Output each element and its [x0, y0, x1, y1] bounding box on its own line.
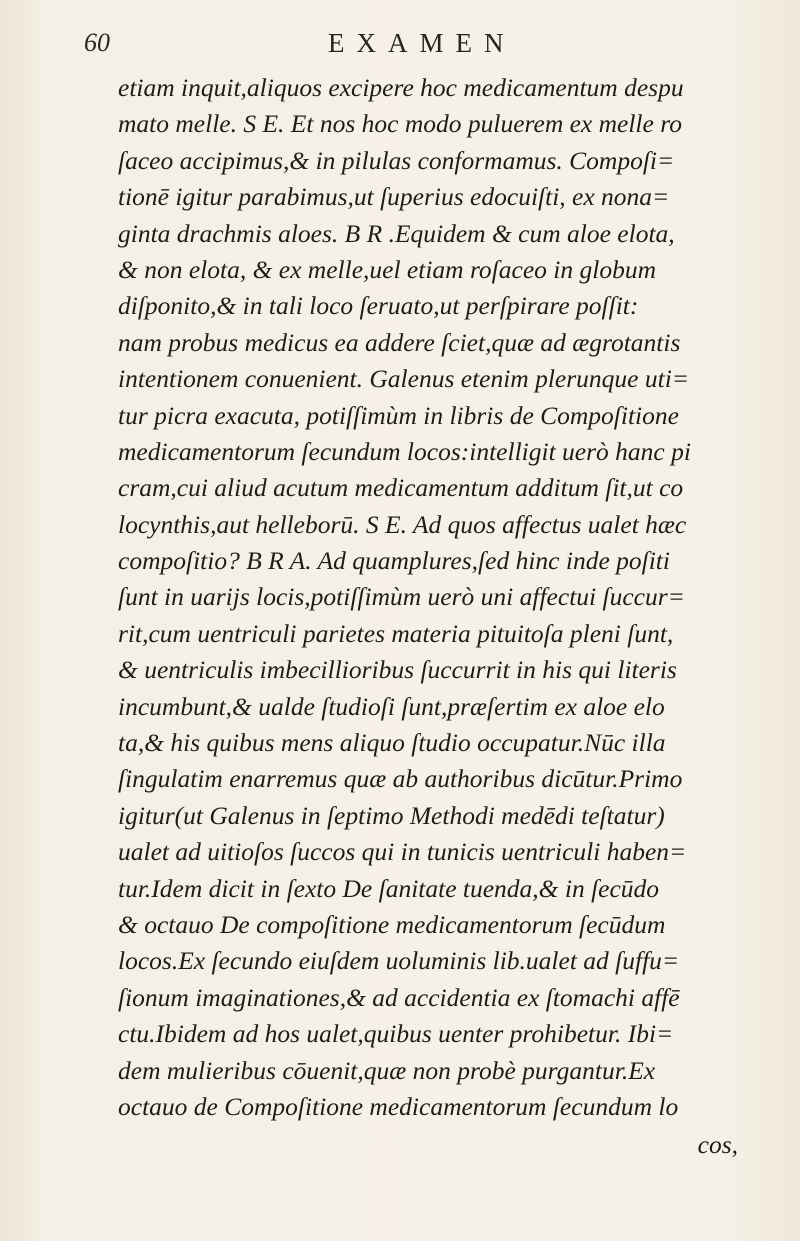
text-line: ſunt in uarijs locis,potiſſimùm uerò uni affectui ſuccur=	[118, 582, 685, 612]
text-line: compoſitio? B R A. Ad quamplures,ſed hinc inde poſiti	[118, 546, 670, 576]
text-line: rit,cum uentriculi parietes materia pituitoſa pleni ſunt,	[118, 618, 674, 648]
text-line: ginta drachmis aloes. B R .Equidem & cum aloe elota,	[118, 218, 675, 248]
page-number: 60	[84, 28, 110, 57]
text-line: cram,cui aliud acutum medicamentum additum ſit,ut co	[118, 473, 684, 503]
text-line: intentionem conuenient. Galenus etenim plerunque uti=	[118, 364, 689, 394]
text-line: ta,& his quibus mens aliquo ſtudio occupatur.Nūc illa	[118, 728, 666, 758]
text-line: ctu.Ibidem ad hos ualet,quibus uenter prohibetur. Ibi=	[118, 1019, 674, 1049]
text-line: etiam inquit,aliquos excipere hoc medicamentum despu	[118, 73, 684, 102]
text-line: tionē igitur parabimus,ut ſuperius edocuiſti, ex nona=	[118, 182, 670, 212]
text-line: & octauo De compoſitione medicamentorum ſecūdum	[118, 909, 666, 939]
text-line: & uentriculis imbecillioribus ſuccurrit in his qui literis	[118, 655, 677, 685]
text-line: locynthis,aut helleborū. S E. Ad quos affectus ualet hæc	[118, 509, 687, 539]
body-text	[118, 70, 738, 1125]
running-title: EXAMEN	[328, 28, 516, 58]
text-line: tur picra exacuta, potiſſimùm in libris de Compoſitione	[118, 400, 679, 430]
text-line: & non elota, & ex melle,uel etiam roſaceo in globum	[118, 254, 656, 284]
text-line: nam probus medicus ea addere ſciet,quæ ad ægrotantis	[118, 327, 681, 357]
text-line: octauo de Compoſitione medicamentorum ſecundum lo	[118, 1091, 679, 1121]
text-line: ſaceo accipimus,& in pilulas conformamus. Compoſi=	[118, 145, 675, 175]
text-line: mato melle. S E. Et nos hoc modo puluerem ex melle ro	[118, 109, 682, 139]
text-line: medicamentorum ſecundum locos:intelligit uerò hanc pi	[118, 436, 691, 466]
text-line: igitur(ut Galenus in ſeptimo Methodi medēdi teſtatur)	[118, 800, 665, 830]
catchword: cos,	[697, 1130, 738, 1159]
text-line: tur.Idem dicit in ſexto De ſanitate tuenda,& in ſecūdo	[118, 873, 660, 903]
text-line: ualet ad uitioſos ſuccos qui in tunicis uentriculi haben=	[118, 837, 687, 867]
text-line: dem mulieribus cōuenit,quæ non probè purgantur.Ex	[118, 1055, 656, 1085]
text-line: diſponito,& in tali loco ſeruato,ut perſpirare poſſit:	[118, 291, 639, 321]
text-line: locos.Ex ſecundo eiuſdem uoluminis lib.ualet ad ſuffu=	[118, 946, 680, 976]
page-header	[0, 26, 800, 66]
text-line: incumbunt,& ualde ſtudioſi ſunt,præſertim ex aloe elo	[118, 691, 665, 721]
text-line: ſionum imaginationes,& ad accidentia ex ſtomachi affē	[118, 982, 680, 1012]
text-line: ſingulatim enarremus quæ ab authoribus dicūtur.Primo	[118, 764, 683, 794]
catchword-row	[118, 1130, 738, 1160]
